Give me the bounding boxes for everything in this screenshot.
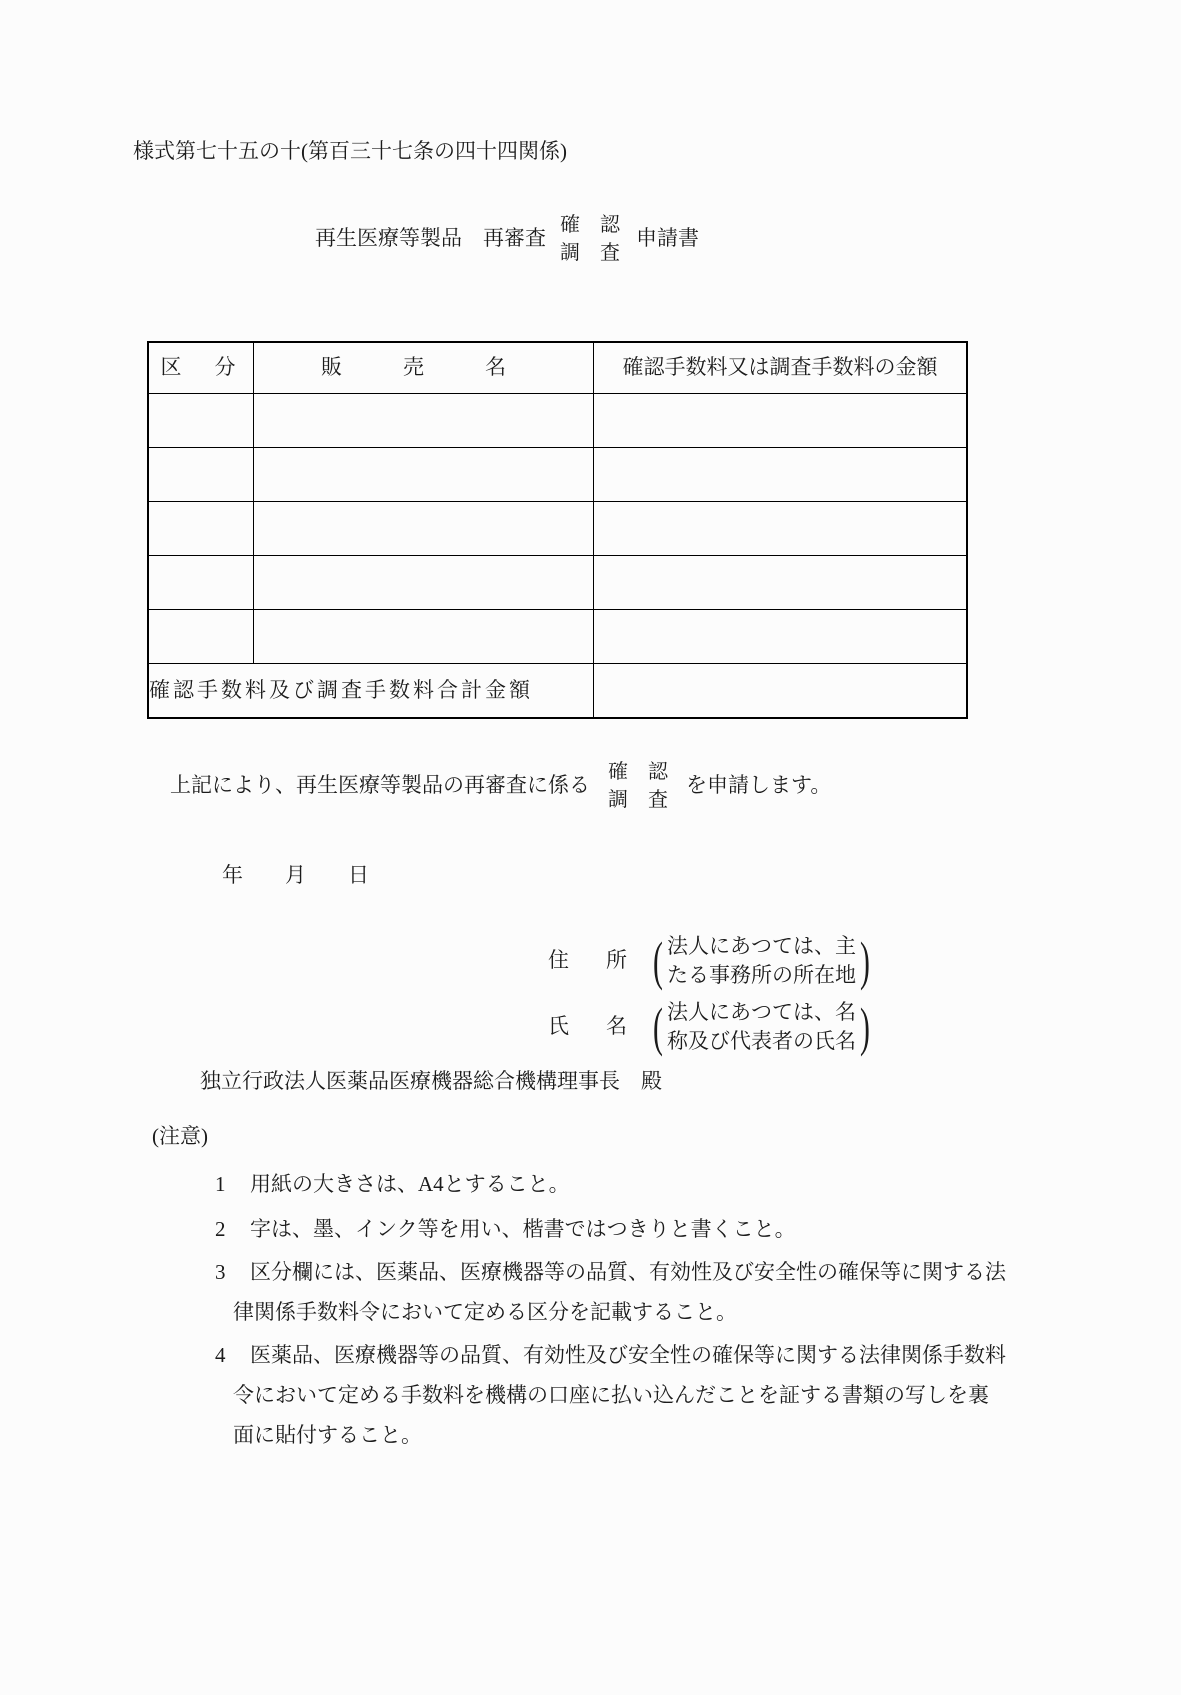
note-number: 4 [215, 1343, 226, 1367]
sentence-stacked-kakunin-chousa [608, 758, 668, 814]
total-row-label: 確認手数料及び調査手数料合計金額 [148, 663, 594, 718]
title-suffix: 申請書 [636, 226, 699, 251]
fee-table-header [148, 342, 967, 393]
name-label: 氏 名 [548, 1014, 635, 1039]
total-row [148, 663, 967, 718]
note-text: 医薬品、医療機器等の品質、有効性及び安全性の確保等に関する法律関係手数料令において定める手数料を機構の口座に払い込んだことを証する書類の写しを裏面に貼付すること。 [233, 1343, 1006, 1447]
note-number: 2 [215, 1217, 226, 1241]
name-block [548, 998, 874, 1056]
title-stacked-bottom: 調 査 [560, 242, 620, 264]
empty-cell [594, 447, 968, 501]
application-sentence-prefix: 上記により、再生医療等製品の再審査に係る [170, 773, 590, 798]
fee-table [147, 341, 968, 719]
empty-cell [594, 393, 968, 447]
notes-heading: (注意) [152, 1124, 208, 1148]
empty-cell [594, 555, 968, 609]
note-item-1 [215, 1164, 1006, 1204]
fee-table-empty-row [148, 447, 967, 501]
title-stacked-top: 確 認 [560, 214, 620, 236]
open-paren-glyph: ( [653, 997, 663, 1057]
empty-cell [254, 501, 594, 555]
column-header-sales-name: 販 売 名 [254, 342, 594, 393]
empty-cell [148, 393, 254, 447]
open-paren-glyph: ( [653, 931, 663, 991]
note-item-2 [215, 1209, 1006, 1249]
title-prefix: 再生医療等製品 再審査 [315, 226, 546, 251]
note-text: 用紙の大きさは、A4とすること。 [250, 1172, 570, 1196]
fee-table-empty-rows [148, 393, 967, 663]
title-stacked-kakunin-chousa [560, 211, 620, 267]
empty-cell [254, 393, 594, 447]
empty-cell [254, 609, 594, 663]
note-text: 区分欄には、医薬品、医療機器等の品質、有効性及び安全性の確保等に関する法律関係手数料令において定める区分を記載すること。 [233, 1260, 1006, 1324]
note-item-3 [215, 1252, 1006, 1332]
total-row-value-cell [594, 663, 968, 718]
empty-cell [254, 555, 594, 609]
address-paren-note [667, 932, 856, 990]
empty-cell [148, 447, 254, 501]
address-paren-line2: たる事務所の所在地 [666, 963, 856, 987]
close-paren-glyph: ) [860, 997, 870, 1057]
application-sentence-suffix: を申請します。 [686, 773, 832, 798]
name-paren-note [667, 998, 856, 1056]
empty-cell [148, 501, 254, 555]
sentence-stacked-bottom: 調 査 [608, 789, 668, 811]
fee-table-header-row [148, 342, 967, 393]
fee-table-total [148, 663, 967, 718]
fee-table-wrapper [147, 341, 968, 719]
note-number: 3 [215, 1260, 226, 1284]
address-label: 住 所 [548, 948, 635, 973]
empty-cell [594, 609, 968, 663]
form-number: 様式第七十五の十(第百三十七条の四十四関係) [133, 139, 567, 163]
fee-table-empty-row [148, 501, 967, 555]
column-header-category: 区 分 [148, 342, 254, 393]
fee-table-empty-row [148, 393, 967, 447]
name-paren-line1: 法人にあつては、名 [666, 1000, 856, 1024]
fee-table-empty-row [148, 555, 967, 609]
note-item-4 [215, 1335, 1006, 1455]
empty-cell [254, 447, 594, 501]
note-text: 字は、墨、インク等を用い、楷書ではつきりと書くこと。 [250, 1217, 796, 1241]
note-number: 1 [215, 1172, 226, 1196]
empty-cell [148, 555, 254, 609]
empty-cell [594, 501, 968, 555]
address-block [548, 932, 874, 990]
fee-table-empty-row [148, 609, 967, 663]
document-title [315, 210, 699, 268]
column-header-fee-amount: 確認手数料又は調査手数料の金額 [594, 342, 968, 393]
empty-cell [148, 609, 254, 663]
close-paren-glyph: ) [860, 931, 870, 991]
name-paren-line2: 称及び代表者の氏名 [666, 1029, 856, 1053]
address-paren-line1: 法人にあつては、主 [666, 934, 856, 958]
sentence-stacked-top: 確 認 [608, 761, 668, 783]
date-line: 年 月 日 [222, 863, 369, 887]
application-sentence [170, 757, 831, 815]
recipient-line: 独立行政法人医薬品医療機器総合機構理事長 殿 [200, 1069, 662, 1093]
